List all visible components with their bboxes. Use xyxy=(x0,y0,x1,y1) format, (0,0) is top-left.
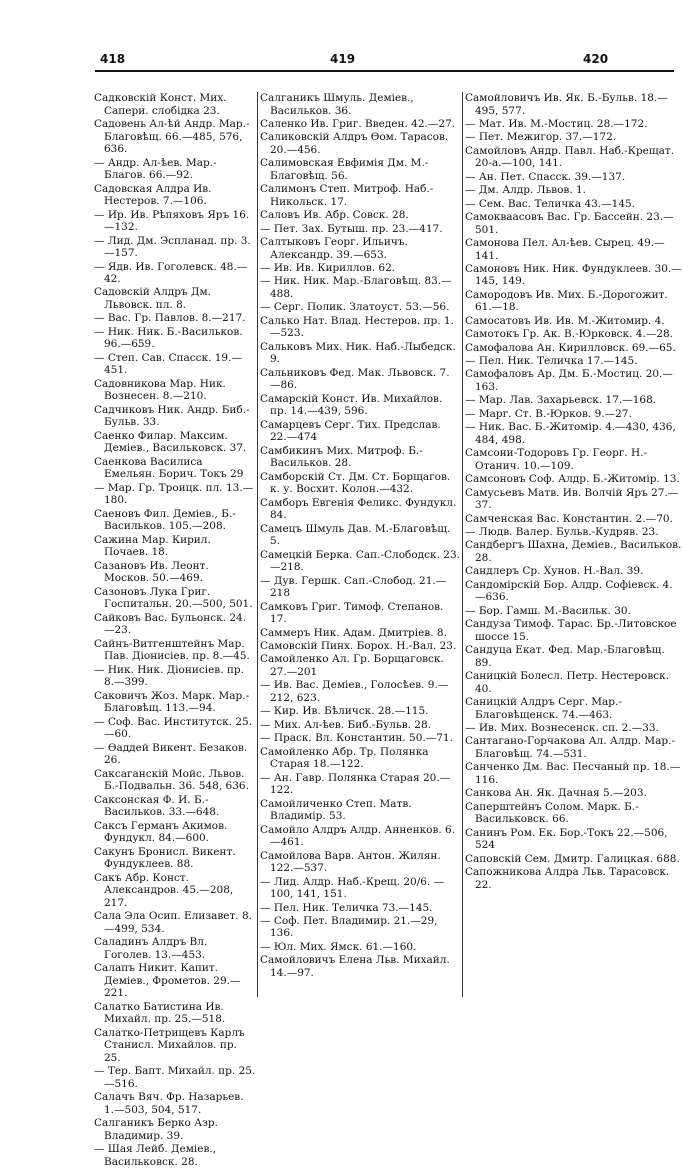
directory-entry: — Сем. Вас. Теличка 43.—145. xyxy=(465,197,636,210)
directory-entry: Салтыковъ Георг. Ильичъ. Александр. 39.—653. xyxy=(260,236,408,261)
header-rule xyxy=(95,70,674,72)
directory-entry: Самойленко Ал. Гр. Борщаговск. 27.—201 xyxy=(260,653,444,679)
directory-entry: Сажина Мар. Кирил. Почаев. 18. xyxy=(94,533,211,559)
directory-entry: Самборскій Ст. Дм. Ст. Борщагов. к. у. Восхит. Колон.—432. xyxy=(260,470,451,496)
directory-entry: Сальковъ Мих. Ник. Наб.-Лыбедск. 9. xyxy=(260,340,456,366)
directory-column-3 xyxy=(465,92,682,997)
directory-entry: Саеновъ Фил. Деміев., Б.-Васильков. 105.—208. xyxy=(94,507,236,533)
directory-entry: Самойлова Варв. Антон. Жилян. 122.—537. xyxy=(260,849,441,875)
directory-entry: — Ник. Ник. Діонисіев. пр. 8.—399. xyxy=(94,663,244,689)
directory-entry: — Ив. Мих. Вознесенск. сп. 2.—33. xyxy=(465,722,659,734)
directory-entry: Самойловъ Андр. Павл. Наб.-Крещат. 20-а.—100, 141. xyxy=(465,144,675,170)
page-number-center: 419 xyxy=(330,52,356,66)
directory-entry: — Кир. Ив. Бѣличск. 28.—115. xyxy=(260,705,429,718)
directory-entry: — Лид. Дм. Эспланад. пр. 3.—157. xyxy=(94,234,251,260)
directory-entry: Самойленко Абр. Тр. Полянка Старая 18.—122. xyxy=(260,745,429,771)
directory-entry: Сазоновъ Лука Григ. Госпитальн. 20.—500, 501. xyxy=(94,585,253,611)
directory-entry: — Лид. Алдр. Наб.-Крещ. 20/6. —100, 141, 151. xyxy=(260,875,445,901)
directory-entry: — Ив. Ив. Кириллов. 62. xyxy=(260,262,396,275)
directory-entry: Сальниковъ Фед. Мак. Львовск. 7.—86. xyxy=(260,366,450,392)
directory-entry: Санченко Дм. Вас. Песчаный пр. 18.—116. xyxy=(465,761,681,786)
directory-entry: Самборъ Евгенія Феликс. Фундукл. 84. xyxy=(260,496,457,522)
directory-entry: Сазановъ Ив. Леонт. Москов. 50.—469. xyxy=(94,559,209,585)
directory-entry: — Тер. Бапт. Михайл. пр. 25.—516. xyxy=(94,1065,256,1090)
directory-entry: — Мих. Ал-ѣев. Биб.-Бульв. 28. xyxy=(260,718,431,731)
directory-entry: Сала Эла Осип. Елизавет. 8.—499, 534. xyxy=(94,910,252,935)
directory-entry: Саладинъ Алдръ Вл. Гоголев. 13.—453. xyxy=(94,936,208,961)
directory-entry: Сайковъ Вас. Бульонск. 24.—23. xyxy=(94,611,247,637)
directory-entry: — Өаддей Викент. Безаков. 26. xyxy=(94,741,248,767)
directory-entry: Самотокъ Гр. Ак. В.-Юрковск. 4.—28. xyxy=(465,328,674,341)
directory-entry: Саленко Ив. Григ. Введен. 42.—27. xyxy=(260,117,456,130)
directory-entry: Салимовская Евфимія Дм. М.-Благовѣщ. 56. xyxy=(260,157,429,182)
directory-entry: Сакъ Абр. Конст. Александров. 45.—208, 217. xyxy=(94,871,234,909)
directory-entry: — Ив. Вас. Деміев., Голосѣев. 9.—212, 623. xyxy=(260,679,449,705)
directory-entry: Саенкова Василиса Емельян. Борич. Токъ 29 xyxy=(94,455,244,481)
directory-entry: Самусьевъ Матв. Ив. Волчій Яръ 27.—37. xyxy=(465,486,679,512)
directory-entry: Салатко Батистина Ив. Михайл. пр. 25.—518. xyxy=(94,1000,226,1026)
directory-entry: — Ник. Ник. Мар.-Благовѣщ. 83.—488. xyxy=(260,275,452,301)
directory-entry: — Людв. Валер. Бульв.-Кудряв. 23. xyxy=(465,525,659,538)
directory-entry: — Марг. Ст. В.-Юрков. 9.—27. xyxy=(465,407,632,420)
directory-entry: — Ан. Пет. Спасск. 39.—137. xyxy=(465,170,626,183)
directory-entry: Самецъ Шмуль Дав. М.-Благовѣщ. 5. xyxy=(260,522,451,548)
directory-entry: Санинъ Ром. Ек. Бор.-Токъ 22.—506, 524 xyxy=(465,826,668,852)
directory-entry: Садовень Ал-ѣй Андр. Мар.-Благовѣщ. 66.—485, 576, 636. xyxy=(94,117,250,156)
directory-entry: — Праск. Вл. Константин. 50.—71. xyxy=(260,732,453,745)
directory-entry: Сандомірскій Бор. Алдр. Софіевск. 4.—636. xyxy=(465,578,673,604)
directory-entry: Самокваасовъ Вас. Гр. Бассейн. 23.—501. xyxy=(465,210,674,236)
directory-entry: — Ир. Ив. Рѣпяховъ Яръ 16.—132. xyxy=(94,208,250,234)
directory-entry: Сандуза Тимоф. Тарас. Бр.-Литовское шоссе 15. xyxy=(465,618,677,643)
directory-entry: Самовскій Пинх. Борох. Н.-Вал. 23. xyxy=(260,640,457,653)
page-number-right: 420 xyxy=(583,52,609,66)
directory-entry: — Пет. Межигор. 37.—172. xyxy=(465,131,617,144)
directory-entry: Самарцевъ Серг. Тих. Предслав. 22.—474 xyxy=(260,418,441,444)
directory-entry: — Вас. Гр. Павлов. 8.—217. xyxy=(94,312,246,325)
directory-entry: — Дув. Гершк. Сап.-Слобод. 21.—218 xyxy=(260,574,447,600)
directory-entry: Салганикъ Берко Азр. Владимир. 39. xyxy=(94,1117,218,1142)
directory-entry: Салимонъ Степ. Митроф. Наб.-Никольск. 17. xyxy=(260,183,434,208)
directory-entry: Садовскій Алдръ Дм. Львовск. пл. 8. xyxy=(94,286,211,312)
directory-entry: Самсоновъ Соф. Алдр. Б.-Житомір. 13. xyxy=(465,473,680,486)
directory-entry: — Ник. Вас. Б.-Житомір. 4.—430, 436, 484, 498. xyxy=(465,421,676,446)
directory-entry: — Андр. Ал-ѣев. Мар.-Благов. 66.—92. xyxy=(94,156,217,182)
directory-entry: — Соф. Вас. Институтск. 25.—60. xyxy=(94,715,253,741)
directory-entry: Саповскій Сем. Дмитр. Галицкая. 688. xyxy=(465,852,680,865)
directory-entry: Самойличенко Степ. Матв. Владимір. 53. xyxy=(260,797,412,823)
directory-entry: — Ник. Ник. Б.-Васильков. 96.—659. xyxy=(94,325,243,351)
directory-entry: — Мар. Гр. Троицк. пл. 13.—180. xyxy=(94,481,254,507)
directory-entry: — Ядв. Ив. Гоголевск. 48.—42. xyxy=(94,260,248,286)
directory-entry: — Степ. Сав. Спасск. 19.—451. xyxy=(94,351,242,377)
directory-entry: Садовская Алдра Ив. Нестеров. 7.—106. xyxy=(94,182,212,208)
directory-entry: Самсони-Тодоровъ Гр. Георг. Н.-Отанич. 10.—109. xyxy=(465,447,648,472)
directory-entry: Саксонская Ф. И. Б.-Васильков. 33.—648. xyxy=(94,793,220,819)
directory-column-2 xyxy=(260,92,460,997)
directory-entry: — Пел. Ник. Теличка 73.—145. xyxy=(260,901,433,914)
directory-entry: — Мат. Ив. М.-Мостиц. 28.—172. xyxy=(465,117,648,130)
directory-entry: Самофалова Ан. Кирилловск. 69.—65. xyxy=(465,341,676,354)
directory-entry: Самарскій Конст. Ив. Михайлов. пр. 14.—439, 596. xyxy=(260,392,443,418)
directory-entry: Самойловичъ Ив. Як. Б.-Бульв. 18.—495, 577. xyxy=(465,92,668,117)
directory-entry: — Мар. Лав. Захарьевск. 17.—168. xyxy=(465,394,657,407)
directory-entry: Садовникова Мар. Ник. Вознесен. 8.—210. xyxy=(94,377,226,403)
directory-entry: Самченская Вас. Константин. 2.—70. xyxy=(465,512,673,525)
directory-entry: Саммеръ Ник. Адам. Дмитріев. 8. xyxy=(260,626,447,639)
directory-entry: Самецкій Берка. Сап.-Слободск. 23.—218. xyxy=(260,548,460,574)
directory-entry: Самковъ Григ. Тимоф. Степанов. 17. xyxy=(260,600,444,626)
directory-entry: — Бор. Гамш. М.-Васильк. 30. xyxy=(465,604,631,617)
directory-entry: Садчиковъ Ник. Андр. Биб.-Бульв. 33. xyxy=(94,403,250,429)
directory-entry: Самосатовъ Ив. Ив. М.-Житомир. 4. xyxy=(465,314,665,327)
directory-entry: Саковичъ Жоз. Марк. Мар.-Благовѣщ. 113.—94. xyxy=(94,689,250,715)
directory-entry: Самойло Алдръ Алдр. Анненков. 6.—461. xyxy=(260,823,456,849)
directory-entry: Сайнъ-Витгенштейнъ Мар. Пав. Діонисіев. пр. 8.—45. xyxy=(94,637,250,663)
directory-entry: Самонова Пел. Ал-ѣев. Сырец. 49.—141. xyxy=(465,236,665,262)
directory-entry: Сапожникова Алдра Льв. Тарасовск. 22. xyxy=(465,866,670,891)
directory-entry: Самбикинъ Мих. Митроф. Б.-Васильков. 28. xyxy=(260,444,423,470)
directory-entry: Саловъ Ив. Абр. Совск. 28. xyxy=(260,209,409,222)
directory-entry: Саницкій Алдръ Серг. Мар.-Благовѣщенск. 74.—463. xyxy=(465,696,622,721)
directory-entry: Салачъ Вяч. Фр. Назарьев. 1.—503, 504, 517. xyxy=(94,1091,244,1116)
directory-entry: Саликовскій Алдръ Өом. Тарасов. 20.—456. xyxy=(260,131,449,156)
directory-entry: Санкова Ан. Як. Дачная 5.—203. xyxy=(465,787,647,800)
directory-entry: — Шая Лейб. Деміев., Васильковск. 28. xyxy=(94,1143,217,1168)
directory-entry: Самойловичъ Елена Льв. Михайл. 14.—97. xyxy=(260,954,450,979)
directory-entry: — Серг. Полик. Златоуст. 53.—56. xyxy=(260,301,450,314)
page-header xyxy=(0,0,682,88)
directory-entry: Салганикъ Шмуль. Деміев., Васильков. 36. xyxy=(260,92,414,117)
directory-entry: — Соф. Пет. Владимир. 21.—29, 136. xyxy=(260,914,438,940)
directory-entry: — Юл. Мих. Ямск. 61.—160. xyxy=(260,940,417,953)
directory-entry: Самофаловъ Ар. Дм. Б.-Мостиц. 20.—163. xyxy=(465,368,673,394)
directory-entry: — Пет. Зах. Бутыш. пр. 23.—417. xyxy=(260,222,443,235)
directory-entry: Салапъ Никит. Капит. Деміев., Фрометов. 29.—221. xyxy=(94,962,241,1000)
directory-entry: Сандлеръ Ср. Хунов. Н.-Вал. 39. xyxy=(465,565,644,578)
directory-entry: Салатко-Петрищевъ Карлъ Станисл. Михайлов. пр. 25. xyxy=(94,1026,245,1064)
directory-entry: Сакунъ Бронисл. Викент. Фундуклеев. 88. xyxy=(94,845,236,871)
directory-entry: Сандуца Екат. Фед. Мар.-Благовѣщ. 89. xyxy=(465,644,665,669)
directory-entry: Самородовъ Ив. Мих. Б.-Дорогожит. 61.—18. xyxy=(465,288,668,314)
directory-entry: Саксаганскій Мойс. Львов. Б.-Подвальн. 36. 548, 636. xyxy=(94,767,249,793)
directory-column-1 xyxy=(94,92,256,1168)
directory-entry: — Дм. Алдр. Львов. 1. xyxy=(465,184,587,197)
directory-entry: — Пел. Ник. Теличка 17.—145. xyxy=(465,355,638,368)
directory-entry: Саницкій Болесл. Петр. Нестеровск. 40. xyxy=(465,670,670,695)
directory-entry: Сандбергъ Шахна, Деміев., Васильков. 28. xyxy=(465,539,682,564)
directory-entry: Саксъ Германъ Акимов. Фундукл. 84.—600. xyxy=(94,819,228,845)
page-number-left: 418 xyxy=(100,52,126,66)
directory-entry: Садковскій Конст. Мих. Сапери. слобідка 23. xyxy=(94,92,227,117)
directory-entry: — Ан. Гавр. Полянка Старая 20.—122. xyxy=(260,771,451,797)
directory-columns xyxy=(94,92,682,1168)
directory-entry: Самоновъ Ник. Ник. Фундуклеев. 30.—145, 149. xyxy=(465,262,682,288)
directory-entry: Саенко Филар. Максим. Деміев., Васильковск. 37. xyxy=(94,429,247,455)
directory-entry: Саперштейнъ Солом. Марк. Б.-Васильковск. 66. xyxy=(465,800,639,826)
directory-entry: Салько Нат. Влад. Нестеров. пр. 1.—523. xyxy=(260,314,454,340)
directory-entry: Сантагано-Горчакова Ал. Алдр. Мар.-Благовѣщ. 74.—531. xyxy=(465,735,675,760)
